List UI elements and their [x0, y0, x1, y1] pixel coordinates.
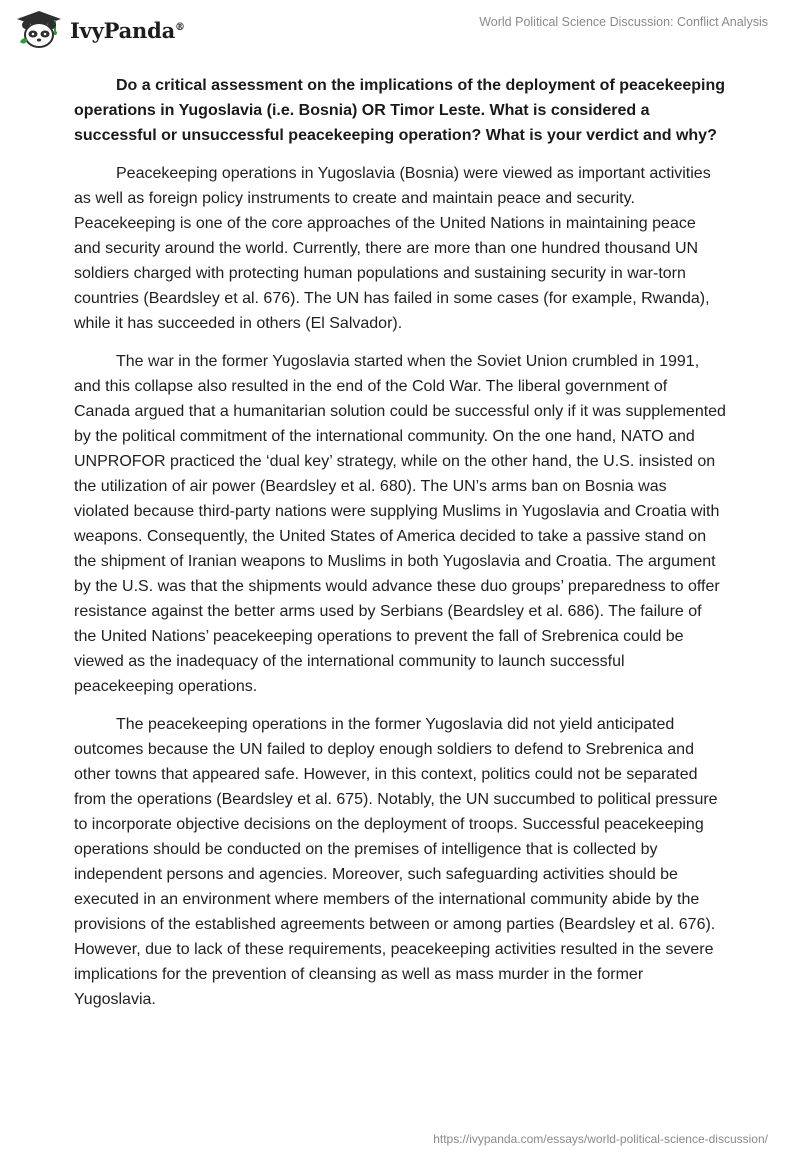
paragraph-1: Peacekeeping operations in Yugoslavia (Bosnia) were viewed as important activities as well as foreign policy instruments to create and maintain peace and security. Peacekeeping is one of the core approaches of the United Nations in maintaining peace and security around the world. Currently, there are more than one hundred thousand UN soldiers charged with protecting human populations and sustaining security in war-torn countries (Beardsley et al. 676). The UN has failed in some cases (for example, Rwanda), while it has succeeded in others (El Salvador). [74, 165, 711, 332]
panda-graduate-logo-icon [14, 10, 64, 50]
document-title: World Political Science Discussion: Conflict Analysis [479, 15, 768, 29]
source-url[interactable]: https://ivypanda.com/essays/world-political-science-discussion/ [433, 1132, 768, 1146]
paragraph-3: The peacekeeping operations in the former Yugoslavia did not yield anticipated outcomes because the UN failed to deploy enough soldiers to defend to Srebrenica and other towns that appeared safe. However, in this context, politics could not be separated from the operations (Beardsley et al. 675). Notably, the UN succumbed to political pressure to incorporate objective decisions on the deployment of troops. Successful peacekeeping operations should be conducted on the premises of intelligence that is collected by independent persons and agencies. Moreover, such safeguarding activities should be executed in an environment where members of the international community abide by the provisions of the established agreements between or among parties (Beardsley et al. 676). However, due to lack of these requirements, peacekeeping activities resulted in the severe implications for the prevention of cleansing as well as mass murder in the former Yugoslavia. [74, 716, 718, 1008]
brand-name: IvyPanda® [70, 17, 185, 43]
page-header [0, 0, 800, 60]
registered-mark: ® [175, 21, 185, 33]
paragraph-2: The war in the former Yugoslavia started when the Soviet Union crumbled in 1991, and this collapse also resulted in the end of the Cold War. The liberal government of Canada argued that a humanitarian solution could be successful only if it was supplemented by the political commitment of the international community. On the one hand, NATO and UNPROFOR practiced the ‘dual key’ strategy, while on the other hand, the U.S. insisted on the utilization of air power (Beardsley et al. 680). The UN’s arms ban on Bosnia was violated because third-party nations were supplying Muslims in Yugoslavia and Croatia with weapons. Consequently, the United States of America decided to take a passive stand on the shipment of Iranian weapons to Muslims in both Yugoslavia and Croatia. The argument by the U.S. was that the shipments would advance these duo groups’ preparedness to offer resistance against the better arms used by Serbians (Beardsley et al. 686). The failure of the United Nations’ peacekeeping operations to prevent the fall of Srebrenica could be viewed as the inadequacy of the international community to launch successful peacekeeping operations. [74, 353, 726, 695]
essay-body [74, 73, 726, 1025]
essay-question: Do a critical assessment on the implications of the deployment of peacekeeping operations in Yugoslavia (i.e. Bosnia) OR Timor Leste. What is considered a successful or unsuccessful peacekeeping operation? What is your verdict and why? [74, 77, 726, 144]
brand-logo[interactable] [14, 10, 185, 50]
